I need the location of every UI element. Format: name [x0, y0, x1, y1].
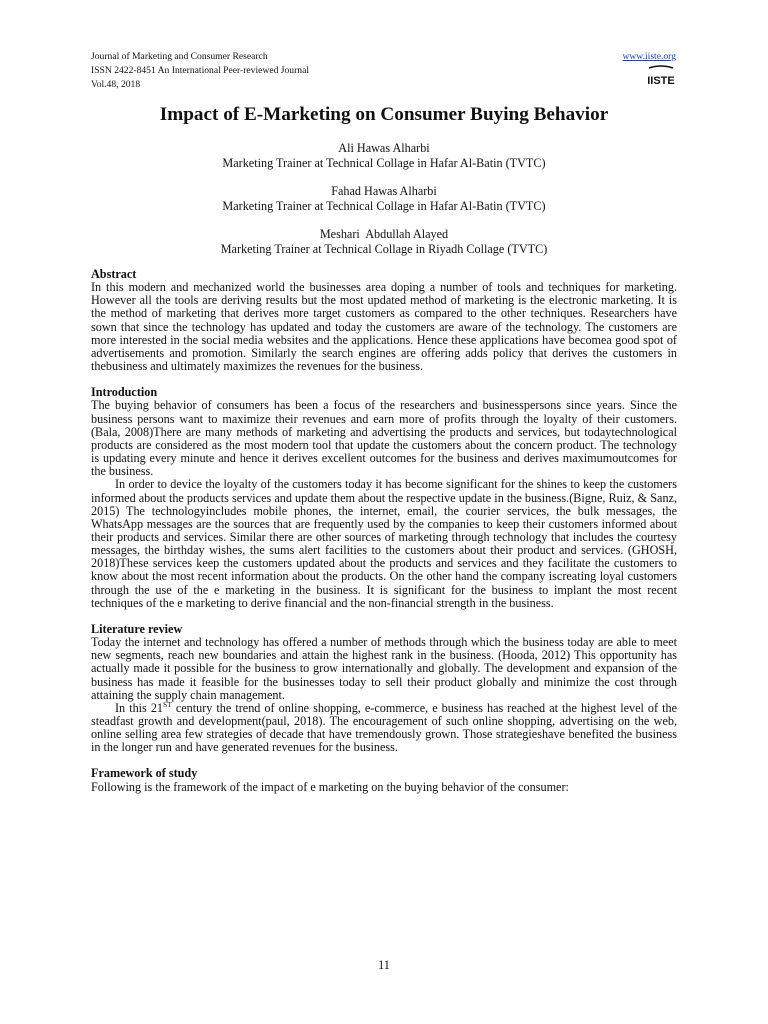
author-affiliation: Marketing Trainer at Technical Collage in Hafar Al-Batin (TVTC) — [222, 199, 546, 214]
author-affiliation: Marketing Trainer at Technical Collage in Riyadh Collage (TVTC) — [220, 242, 548, 257]
author-name: Ali Hawas Alharbi — [338, 141, 430, 155]
author-list — [0, 141, 768, 270]
header-right — [622, 50, 676, 92]
literature-review-heading: Literature review — [91, 621, 183, 636]
author-1 — [0, 141, 768, 172]
introduction-heading: Introduction — [91, 385, 158, 400]
iiste-logo-icon — [646, 65, 676, 87]
literature-paragraph-1: Today the internet and technology has offered a number of methods through which the business today are able to meet new segments, reach new boundaries and attain the highest rank in the business. (Hooda, 2012) This opportunity has actually made it possible for the business to grow internationally and globally. The development and expansion of the business has made it feasible for the businesses today to sell their product globally and minimize the cost through attaining the supply chain management. — [91, 635, 677, 702]
author-2 — [0, 184, 768, 215]
website-link[interactable]: www.iiste.org — [622, 51, 676, 62]
author-name: Meshari Abdullah Alayed — [319, 227, 449, 242]
introduction-paragraph-2: In order to device the loyalty of the customers today it has become significant for the shines to keep the customers informed about the products services and update them about the respective update in the business.(Bigne, Ruiz, & Sanz, 2015) The technologyincludes mobile phones, the internet, email, the courier services, the bulk messages, the WhatsApp messages are the sources that are frequently used by the companies to keep their customers informed about their products and services. Similar there are other sources of marketing through technology that includes the courtesy messages, the birthday wishes, the sums alert facilities to the customers about their product and services. (GHOSH, 2018)These services keep the customers updated about the products and services and they facilitate the customers to know about the most recent information about the products. On the other hand the company iscreating loyal customers through the use of the e marketing in the business. It is significant for the business to implant the most recent techniques of the e marketing to derive financial and the non-financial strength in the business. — [91, 477, 677, 610]
abstract-text: In this modern and mechanized world the businesses area doping a number of tools and techniques for marketing. However all the tools are deriving results but the most updated method of marketing is the electronic marketing. It is the method of marketing that derives more target customers as compared to the other techniques. Researchers have sown that since the technology has updated and today the customers are aware of the technology. The customers are more interested in the social media websites and the applications. Hence these applications have becomea good spot of advertisements and promotion. Similarly the search engines are offering adds policy that derives the customers in thebusiness and ultimately maximizes the revenues for the business. — [91, 280, 677, 374]
abstract-heading: Abstract — [91, 267, 137, 281]
author-name: Fahad Hawas Alharbi — [331, 184, 437, 199]
issn-line: ISSN 2422-8451 An International Peer-reviewed Journal — [91, 65, 310, 76]
superscript-st: ST — [163, 699, 172, 709]
page-number: 11 — [378, 958, 390, 972]
paper-title: Impact of E-Marketing on Consumer Buying Behavior — [159, 104, 609, 125]
iiste-logo — [646, 65, 676, 87]
journal-name: Journal of Marketing and Consumer Research — [91, 51, 268, 62]
author-3 — [0, 227, 768, 258]
framework-text: Following is the framework of the impact of e marketing on the buying behavior of the consumer: — [91, 779, 569, 794]
running-header — [91, 50, 309, 92]
literature-p2-start: In this 21 — [115, 700, 164, 715]
framework-heading: Framework of study — [91, 766, 198, 781]
volume-line: Vol.48, 2018 — [91, 79, 141, 90]
literature-p2-rest: century the trend of online shopping, e-commerce, e business has reached at the highest level of the steadfast growth and development(paul, 2018). The encouragement of such online shopping, advertising on the web, online selling area few strategies of decade that have tremendously grown. Those strategieshave benefited the business in the longer run and have generated revenues for the business. — [91, 700, 677, 755]
paper-body — [91, 268, 677, 794]
introduction-paragraph-1: The buying behavior of consumers has been a focus of the researchers and businesspersons since years. Since the business persons want to maximize their revenues and earn more of profits through the loyalty of their customers. (Bala, 2008)There are many methods of marketing and advertising the products and services, but todaytechnological products are considered as the most modern tool that update the customers about the concern product. The technology is updating every minute and hence it derives excellent outcomes for the business and derives maximumoutcomes for the business. — [91, 398, 677, 479]
logo-text: IISTE — [647, 75, 675, 87]
author-affiliation: Marketing Trainer at Technical Collage in Hafar Al-Batin (TVTC) — [222, 156, 546, 171]
literature-paragraph-2 — [91, 699, 677, 755]
